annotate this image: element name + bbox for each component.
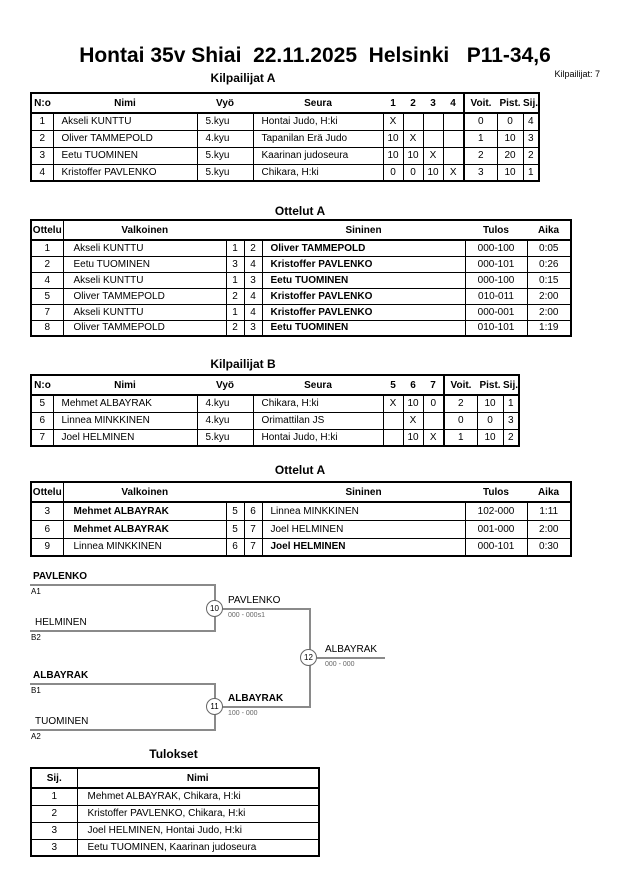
col-header-place: Sij. xyxy=(503,375,519,395)
col-header-time: Aika xyxy=(527,482,571,502)
place-cell: 1 xyxy=(503,395,519,412)
points-cell: 10 xyxy=(497,130,523,147)
points-cell: 0 xyxy=(497,113,523,130)
numbers-header-spacer xyxy=(226,220,262,240)
blue-no-cell: 2 xyxy=(244,240,262,256)
points-cell: 10 xyxy=(477,429,503,446)
club-cell: Kaarinan judoseura xyxy=(253,147,383,164)
bracket-score: 000 - 000 xyxy=(325,661,355,668)
bracket-winner-name: ALBAYRAK xyxy=(228,693,284,704)
header-row xyxy=(31,93,539,113)
col-header-blue: Sininen xyxy=(262,482,465,502)
score-cell: X xyxy=(383,113,403,130)
club-cell: Hontai Judo, H:ki xyxy=(253,113,383,130)
blue-name-cell: Kristoffer PAVLENKO xyxy=(262,288,465,304)
competitor-row xyxy=(31,164,539,181)
belt-cell: 4.kyu xyxy=(197,130,253,147)
blue-name-cell: Joel HELMINEN xyxy=(262,538,465,556)
col-header-match: Ottelu xyxy=(31,482,63,502)
result-cell: 000-101 xyxy=(465,256,527,272)
match-no-cell: 5 xyxy=(31,288,63,304)
white-no-cell: 5 xyxy=(226,502,244,520)
time-cell: 2:00 xyxy=(527,288,571,304)
time-cell: 0:05 xyxy=(527,240,571,256)
bracket-seed-name: TUOMINEN xyxy=(35,716,89,727)
match-no-cell: 2 xyxy=(31,256,63,272)
match-row xyxy=(31,256,571,272)
result-cell: 010-011 xyxy=(465,288,527,304)
no-cell: 7 xyxy=(31,429,53,446)
bracket-seat-label: A1 xyxy=(31,587,41,596)
result-cell: 010-101 xyxy=(465,320,527,336)
col-header-6: 6 xyxy=(403,375,423,395)
col-header-name: Nimi xyxy=(77,768,319,788)
col-header-white: Valkoinen xyxy=(63,482,226,502)
no-cell: 6 xyxy=(31,412,53,429)
bracket-line xyxy=(221,706,311,708)
col-header-no: N:o xyxy=(31,375,53,395)
blue-no-cell: 4 xyxy=(244,288,262,304)
white-name-cell: Mehmet ALBAYRAK xyxy=(63,502,226,520)
match-no-cell: 4 xyxy=(31,272,63,288)
col-header-3: 3 xyxy=(423,93,443,113)
competitor-row xyxy=(31,147,539,164)
time-cell: 0:15 xyxy=(527,272,571,288)
numbers-header-spacer xyxy=(226,482,262,502)
points-cell: 10 xyxy=(497,164,523,181)
score-cell: X xyxy=(423,429,444,446)
col-header-points: Pist. xyxy=(477,375,503,395)
col-header-match: Ottelu xyxy=(31,220,63,240)
score-cell xyxy=(443,113,464,130)
match-row xyxy=(31,502,571,520)
name-cell: Oliver TAMMEPOLD xyxy=(53,130,197,147)
white-name-cell: Mehmet ALBAYRAK xyxy=(63,520,226,538)
match-no-cell: 7 xyxy=(31,304,63,320)
bracket-seat-label: B1 xyxy=(31,686,41,695)
time-cell: 0:30 xyxy=(527,538,571,556)
white-no-cell: 1 xyxy=(226,304,244,320)
belt-cell: 4.kyu xyxy=(197,412,253,429)
score-cell: X xyxy=(443,164,464,181)
blue-name-cell: Oliver TAMMEPOLD xyxy=(262,240,465,256)
col-header-name: Nimi xyxy=(53,93,197,113)
place-cell: 1 xyxy=(31,788,77,805)
col-header-club: Seura xyxy=(253,93,383,113)
score-cell: 10 xyxy=(383,147,403,164)
no-cell: 5 xyxy=(31,395,53,412)
kilpailijat-a-table xyxy=(30,92,540,182)
place-cell: 2 xyxy=(503,429,519,446)
blue-no-cell: 3 xyxy=(244,272,262,288)
bracket-line xyxy=(30,729,216,731)
score-cell xyxy=(443,147,464,164)
match-no-cell: 6 xyxy=(31,520,63,538)
white-name-cell: Oliver TAMMEPOLD xyxy=(63,288,226,304)
result-row xyxy=(31,839,319,856)
kilpailijat-b-table xyxy=(30,374,520,447)
bracket-match-node: 11 xyxy=(206,698,223,715)
competitor-row xyxy=(31,130,539,147)
score-cell xyxy=(443,130,464,147)
club-cell: Chikara, H:ki xyxy=(253,164,383,181)
result-row xyxy=(31,822,319,839)
tulokset-table xyxy=(30,767,320,857)
no-cell: 2 xyxy=(31,130,53,147)
score-cell xyxy=(423,412,444,429)
white-name-cell: Linnea MINKKINEN xyxy=(63,538,226,556)
score-cell: 10 xyxy=(403,429,423,446)
bracket-seed-name: ALBAYRAK xyxy=(33,670,89,681)
bracket-line xyxy=(30,630,216,632)
bracket-winner-name: PAVLENKO xyxy=(228,595,281,606)
match-row xyxy=(31,520,571,538)
time-cell: 2:00 xyxy=(527,520,571,538)
match-row xyxy=(31,304,571,320)
time-cell: 2:00 xyxy=(527,304,571,320)
white-no-cell: 5 xyxy=(226,520,244,538)
bracket-seed-name: PAVLENKO xyxy=(33,571,88,582)
col-header-time: Aika xyxy=(527,220,571,240)
belt-cell: 5.kyu xyxy=(197,164,253,181)
white-name-cell: Eetu TUOMINEN xyxy=(63,256,226,272)
name-cell: Joel HELMINEN, Hontai Judo, H:ki xyxy=(77,822,319,839)
time-cell: 1:11 xyxy=(527,502,571,520)
name-cell: Joel HELMINEN xyxy=(53,429,197,446)
score-cell: 0 xyxy=(423,395,444,412)
bracket-match-node: 12 xyxy=(300,649,317,666)
score-cell xyxy=(423,113,443,130)
header-row xyxy=(31,375,519,395)
wins-cell: 3 xyxy=(464,164,497,181)
ottelut-b-table xyxy=(30,481,572,557)
match-row xyxy=(31,320,571,336)
col-header-wins: Voit. xyxy=(444,375,477,395)
result-cell: 000-100 xyxy=(465,240,527,256)
bracket-line xyxy=(30,683,216,685)
name-cell: Akseli KUNTTU xyxy=(53,113,197,130)
white-no-cell: 1 xyxy=(226,272,244,288)
blue-no-cell: 4 xyxy=(244,304,262,320)
col-header-5: 5 xyxy=(383,375,403,395)
belt-cell: 5.kyu xyxy=(197,429,253,446)
col-header-result: Tulos xyxy=(465,220,527,240)
col-header-belt: Vyö xyxy=(197,93,253,113)
white-name-cell: Akseli KUNTTU xyxy=(63,240,226,256)
col-header-name: Nimi xyxy=(53,375,197,395)
col-header-club: Seura xyxy=(253,375,383,395)
blue-name-cell: Kristoffer PAVLENKO xyxy=(262,256,465,272)
score-cell: 0 xyxy=(383,164,403,181)
col-header-place: Sij. xyxy=(523,93,539,113)
name-cell: Mehmet ALBAYRAK xyxy=(53,395,197,412)
header-row xyxy=(31,220,571,240)
result-cell: 102-000 xyxy=(465,502,527,520)
club-cell: Tapanilan Erä Judo xyxy=(253,130,383,147)
blue-no-cell: 4 xyxy=(244,256,262,272)
page-title: Hontai 35v Shiai 22.11.2025 Helsinki P11-34,6 xyxy=(79,44,551,67)
section-heading-ottelut-a1: Ottelut A xyxy=(274,204,326,218)
blue-no-cell: 6 xyxy=(244,502,262,520)
section-heading-kilpailijat-b: Kilpailijat B xyxy=(210,357,276,371)
competitors-count: Kilpailijat: 7 xyxy=(554,69,600,79)
place-cell: 1 xyxy=(523,164,539,181)
col-header-points: Pist. xyxy=(497,93,523,113)
no-cell: 4 xyxy=(31,164,53,181)
col-header-result: Tulos xyxy=(465,482,527,502)
white-name-cell: Akseli KUNTTU xyxy=(63,304,226,320)
place-cell: 3 xyxy=(31,822,77,839)
club-cell: Orimattilan JS xyxy=(253,412,383,429)
score-cell xyxy=(403,113,423,130)
belt-cell: 5.kyu xyxy=(197,113,253,130)
score-cell xyxy=(423,130,443,147)
col-header-no: N:o xyxy=(31,93,53,113)
score-cell: 10 xyxy=(403,395,423,412)
no-cell: 3 xyxy=(31,147,53,164)
header-row xyxy=(31,768,319,788)
blue-name-cell: Eetu TUOMINEN xyxy=(262,272,465,288)
club-cell: Chikara, H:ki xyxy=(253,395,383,412)
place-cell: 4 xyxy=(523,113,539,130)
bracket-line xyxy=(30,584,216,586)
belt-cell: 4.kyu xyxy=(197,395,253,412)
name-cell: Eetu TUOMINEN xyxy=(53,147,197,164)
score-cell xyxy=(383,429,403,446)
time-cell: 1:19 xyxy=(527,320,571,336)
name-cell: Linnea MINKKINEN xyxy=(53,412,197,429)
no-cell: 1 xyxy=(31,113,53,130)
col-header-wins: Voit. xyxy=(464,93,497,113)
blue-name-cell: Eetu TUOMINEN xyxy=(262,320,465,336)
col-header-1: 1 xyxy=(383,93,403,113)
blue-name-cell: Kristoffer PAVLENKO xyxy=(262,304,465,320)
blue-name-cell: Joel HELMINEN xyxy=(262,520,465,538)
score-cell: X xyxy=(403,412,423,429)
points-cell: 0 xyxy=(477,412,503,429)
competitor-row xyxy=(31,113,539,130)
competitor-row xyxy=(31,412,519,429)
time-cell: 0:26 xyxy=(527,256,571,272)
name-cell: Eetu TUOMINEN, Kaarinan judoseura xyxy=(77,839,319,856)
col-header-white: Valkoinen xyxy=(63,220,226,240)
result-cell: 000-100 xyxy=(465,272,527,288)
bracket-winner-name: ALBAYRAK xyxy=(325,644,378,655)
blue-no-cell: 7 xyxy=(244,538,262,556)
ottelut-a-table xyxy=(30,219,572,337)
bracket-score: 100 - 000 xyxy=(228,710,258,717)
col-header-4: 4 xyxy=(443,93,464,113)
white-name-cell: Oliver TAMMEPOLD xyxy=(63,320,226,336)
match-row xyxy=(31,538,571,556)
score-cell: 10 xyxy=(403,147,423,164)
bracket-match-node: 10 xyxy=(206,600,223,617)
score-cell xyxy=(383,412,403,429)
club-cell: Hontai Judo, H:ki xyxy=(253,429,383,446)
col-header-place: Sij. xyxy=(31,768,77,788)
match-no-cell: 3 xyxy=(31,502,63,520)
points-cell: 10 xyxy=(477,395,503,412)
score-cell: X xyxy=(383,395,403,412)
blue-no-cell: 3 xyxy=(244,320,262,336)
points-cell: 20 xyxy=(497,147,523,164)
score-cell: 0 xyxy=(403,164,423,181)
white-no-cell: 3 xyxy=(226,256,244,272)
match-no-cell: 9 xyxy=(31,538,63,556)
white-no-cell: 6 xyxy=(226,538,244,556)
place-cell: 3 xyxy=(503,412,519,429)
match-row xyxy=(31,288,571,304)
place-cell: 2 xyxy=(31,805,77,822)
col-header-blue: Sininen xyxy=(262,220,465,240)
match-row xyxy=(31,272,571,288)
bracket-line xyxy=(221,608,311,610)
section-heading-ottelut-a2: Ottelut A xyxy=(274,463,326,477)
belt-cell: 5.kyu xyxy=(197,147,253,164)
section-heading-tulokset: Tulokset xyxy=(149,747,198,761)
white-no-cell: 1 xyxy=(226,240,244,256)
place-cell: 3 xyxy=(31,839,77,856)
bracket-seat-label: B2 xyxy=(31,633,41,642)
col-header-belt: Vyö xyxy=(197,375,253,395)
match-row xyxy=(31,240,571,256)
competitor-row xyxy=(31,429,519,446)
result-row xyxy=(31,805,319,822)
bracket-line xyxy=(317,657,385,659)
score-cell: 10 xyxy=(383,130,403,147)
score-cell: 10 xyxy=(423,164,443,181)
result-cell: 001-000 xyxy=(465,520,527,538)
bracket-seat-label: A2 xyxy=(31,732,41,741)
header-row xyxy=(31,482,571,502)
score-cell: X xyxy=(403,130,423,147)
blue-name-cell: Linnea MINKKINEN xyxy=(262,502,465,520)
wins-cell: 0 xyxy=(444,412,477,429)
place-cell: 2 xyxy=(523,147,539,164)
blue-no-cell: 7 xyxy=(244,520,262,538)
wins-cell: 2 xyxy=(444,395,477,412)
white-no-cell: 2 xyxy=(226,320,244,336)
wins-cell: 0 xyxy=(464,113,497,130)
name-cell: Mehmet ALBAYRAK, Chikara, H:ki xyxy=(77,788,319,805)
wins-cell: 1 xyxy=(444,429,477,446)
wins-cell: 1 xyxy=(464,130,497,147)
section-heading-kilpailijat-a: Kilpailijat A xyxy=(210,71,276,85)
match-no-cell: 8 xyxy=(31,320,63,336)
score-cell: X xyxy=(423,147,443,164)
bracket-seed-name: HELMINEN xyxy=(35,617,87,628)
result-row xyxy=(31,788,319,805)
match-no-cell: 1 xyxy=(31,240,63,256)
name-cell: Kristoffer PAVLENKO, Chikara, H:ki xyxy=(77,805,319,822)
place-cell: 3 xyxy=(523,130,539,147)
white-name-cell: Akseli KUNTTU xyxy=(63,272,226,288)
name-cell: Kristoffer PAVLENKO xyxy=(53,164,197,181)
col-header-2: 2 xyxy=(403,93,423,113)
bracket-score: 000 - 000s1 xyxy=(228,612,265,619)
white-no-cell: 2 xyxy=(226,288,244,304)
result-cell: 000-101 xyxy=(465,538,527,556)
wins-cell: 2 xyxy=(464,147,497,164)
result-cell: 000-001 xyxy=(465,304,527,320)
competitor-row xyxy=(31,395,519,412)
col-header-7: 7 xyxy=(423,375,444,395)
